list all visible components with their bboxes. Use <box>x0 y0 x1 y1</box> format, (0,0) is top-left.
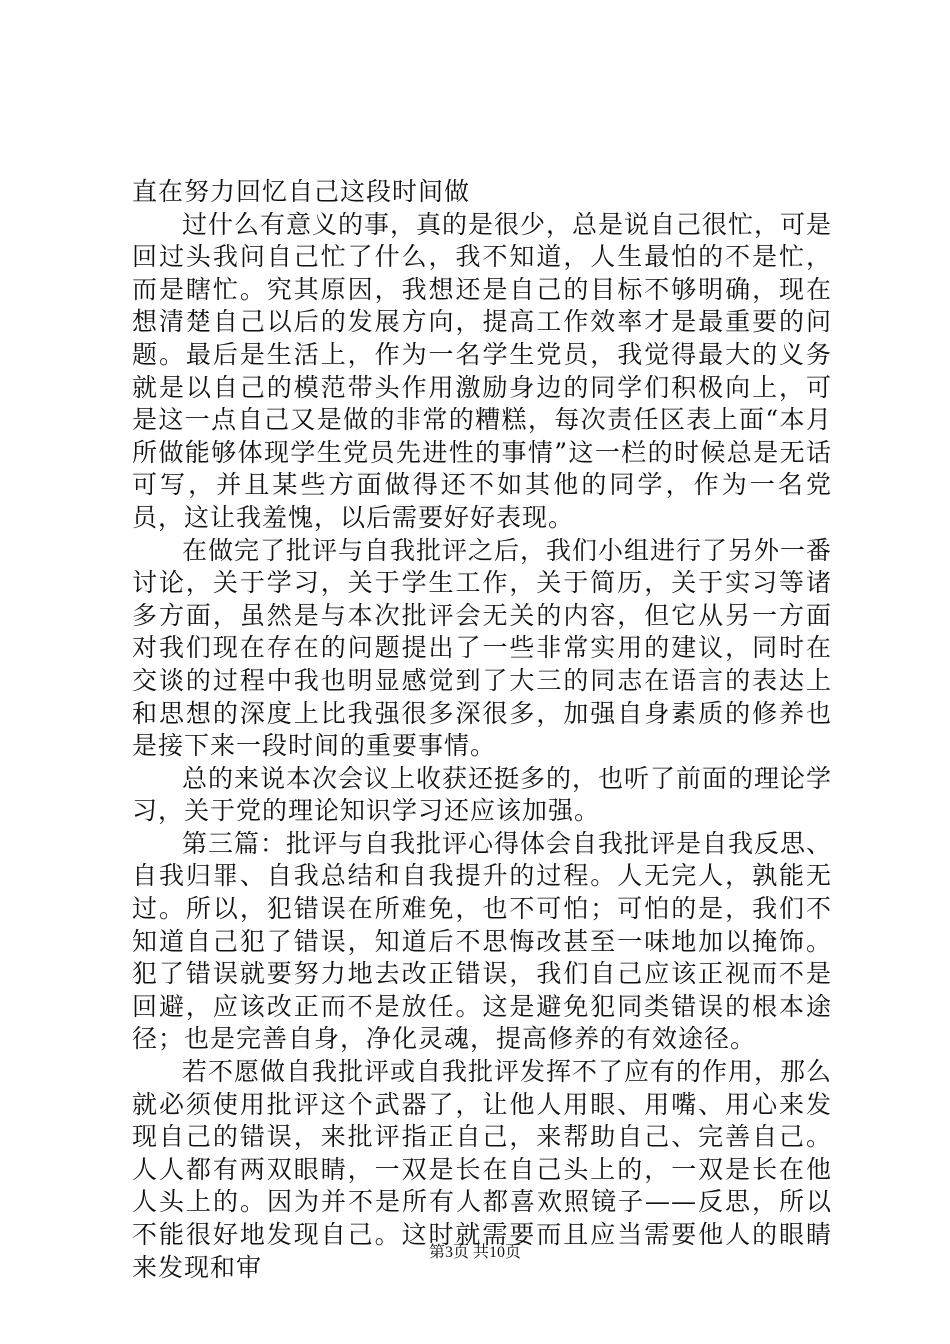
paragraph-2: 过什么有意义的事，真的是很少，总是说自己很忙，可是回过头我问自己忙了什么，我不知道，人生最怕的不是忙，而是瞎忙。究其原因，我想还是自己的目标不够明确，现在想清楚自己以后的发展方向，提高工作效率才是最重要的问题。最后是生活上，作为一名学生党员，我觉得最大的义务就是以自己的模范带头作用激励身边的同学们积极向上，可是这一点自己又是做的非常的糟糕，每次责任区表上面“本月所做能够体现学生党员先进性的事情”这一栏的时候总是无话可写，并且某些方面做得还不如其他的同学，作为一名党员，这让我羞愧，以后需要好好表现。 <box>132 209 833 532</box>
paragraph-4: 总的来说本次会议上收获还挺多的，也听了前面的理论学习，关于党的理论知识学习还应该加强。 <box>132 763 833 826</box>
paragraph-3: 在做完了批评与自我批评之后，我们小组进行了另外一番讨论，关于学习，关于学生工作，关于简历，关于实习等诸多方面，虽然是与本次批评会无关的内容，但它从另一方面对我们现在存在的问题提出了一些非常实用的建议，同时在交谈的过程中我也明显感觉到了大三的同志在语言的表达上和思想的深度上比我强很多深很多，加强自身素质的修养也是接下来一段时间的重要事情。 <box>132 535 833 761</box>
paragraph-6: 若不愿做自我批评或自我批评发挥不了应有的作用，那么就必须使用批评这个武器了，让他人用眼、用嘴、用心来发现自己的错误，来批评指正自己，来帮助自己、完善自己。人人都有两双眼睛，一双是长在自己头上的，一双是长在他人头上的。因为并不是所有人都喜欢照镜子——反思，所以不能很好地发现自己。这时就需要而且应当需要他人的眼睛来发现和审 <box>132 1057 833 1282</box>
paragraph-5: 第三篇：批评与自我批评心得体会自我批评是自我反思、自我归罪、自我总结和自我提升的过程。人无完人，孰能无过。所以，犯错误在所难免，也不可怕；可怕的是，我们不知道自己犯了错误，知道后不思悔改甚至一味地加以掩饰。犯了错误就要努力地去改正错误，我们自己应该正视而不是回避，应该改正而不是放任。这是避免犯同类错误的根本途径；也是完善自身，净化灵魂，提高修养的有效途径。 <box>132 828 833 1054</box>
paragraph-1: 直在努力回忆自己这段时间做 <box>132 177 471 206</box>
page-footer: 第3页 共10页 <box>428 1244 521 1261</box>
document-body <box>132 176 832 1284</box>
